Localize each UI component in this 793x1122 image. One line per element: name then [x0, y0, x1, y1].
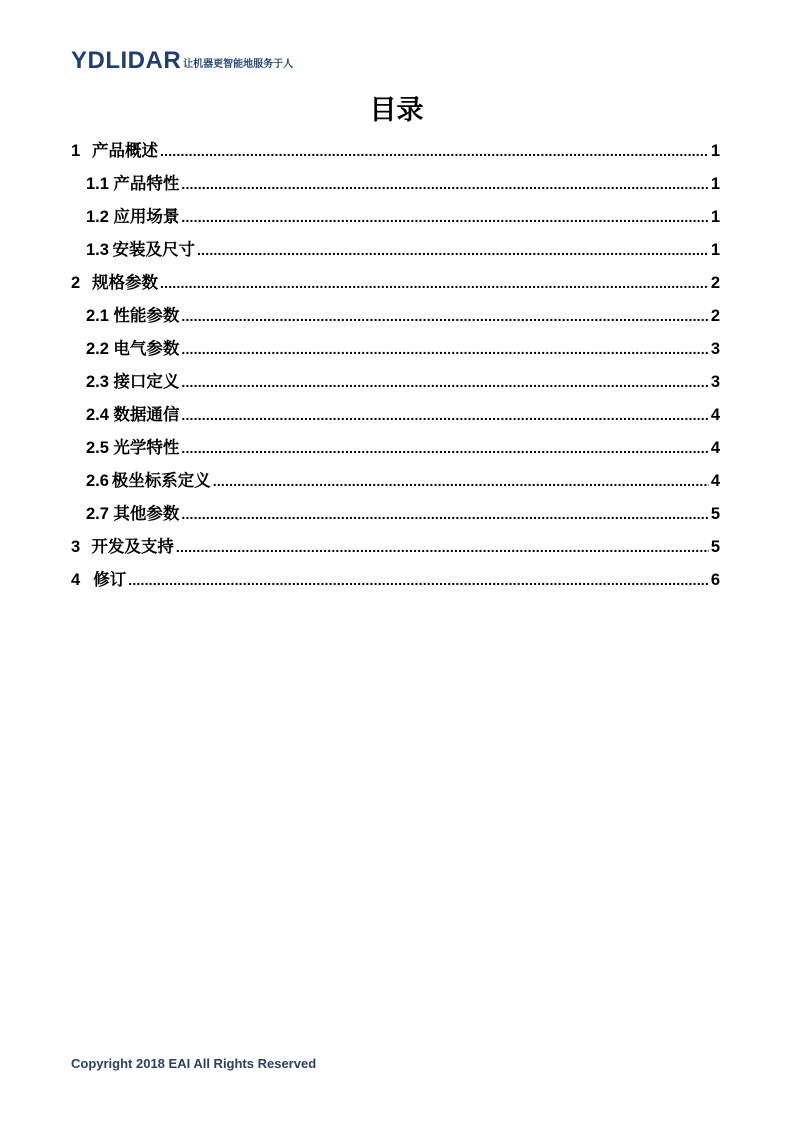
toc-dot-leader — [176, 537, 709, 557]
toc-dot-leader — [181, 372, 708, 392]
toc-entry-number: 1.3 — [86, 241, 109, 259]
toc-entry-page: 3 — [710, 340, 720, 358]
toc-dot-leader — [213, 471, 709, 491]
toc-dot-leader — [181, 405, 708, 425]
toc-entry-page: 2 — [710, 307, 720, 325]
toc-entry[interactable] — [71, 128, 720, 161]
toc-entry-title: 修订 — [93, 570, 127, 589]
toc-entry-title: 安装及尺寸 — [112, 240, 196, 259]
toc-entry-page: 1 — [710, 208, 720, 226]
toc-entry-number: 2.7 — [86, 505, 109, 523]
toc-dot-leader — [197, 240, 709, 260]
toc-entry-title: 应用场景 — [113, 207, 180, 226]
toc-entry-title: 接口定义 — [113, 372, 180, 391]
toc-entry-number: 2.2 — [86, 340, 109, 358]
toc-entry[interactable] — [71, 458, 720, 491]
toc-entry-page: 5 — [710, 505, 720, 523]
toc-entry-title: 产品概述 — [92, 141, 159, 160]
toc-entry-title: 规格参数 — [92, 273, 159, 292]
logo-text: YDLIDAR — [71, 47, 182, 74]
toc-entry-number: 2.3 — [86, 373, 109, 391]
toc-entry-page: 4 — [710, 439, 720, 457]
toc-entry-number: 1.2 — [86, 208, 109, 226]
logo-slogan: 让机器更智能地服务于人 — [183, 59, 294, 70]
toc-entry-page: 1 — [710, 175, 720, 193]
toc-entry-title: 光学特性 — [113, 438, 180, 457]
toc-entry-number: 2.1 — [86, 307, 109, 325]
copyright-footer: Copyright 2018 EAI All Rights Reserved — [71, 1056, 317, 1071]
toc-entry[interactable] — [71, 161, 720, 194]
toc-entry-title: 电气参数 — [113, 339, 180, 358]
toc-entry-page: 2 — [710, 274, 720, 292]
toc-dot-leader — [181, 339, 708, 359]
toc-entry-page: 1 — [710, 241, 720, 259]
toc-entry-page: 6 — [710, 571, 720, 589]
toc-dot-leader — [181, 438, 708, 458]
toc-entry-number: 3 — [71, 538, 81, 556]
company-logo — [71, 48, 293, 74]
toc-dot-leader — [128, 570, 709, 590]
toc-entry-number: 2.5 — [86, 439, 109, 457]
table-of-contents — [71, 128, 720, 590]
toc-entry[interactable] — [71, 491, 720, 524]
toc-entry[interactable] — [71, 227, 720, 260]
toc-entry[interactable] — [71, 260, 720, 293]
toc-entry[interactable] — [71, 392, 720, 425]
toc-entry[interactable] — [71, 425, 720, 458]
toc-entry-number: 2.4 — [86, 406, 109, 424]
toc-entry-title: 性能参数 — [113, 306, 180, 325]
toc-entry-number: 4 — [71, 571, 81, 589]
toc-entry-title: 产品特性 — [113, 174, 180, 193]
toc-entry-page: 3 — [710, 373, 720, 391]
toc-entry[interactable] — [71, 359, 720, 392]
toc-entry-page: 4 — [710, 406, 720, 424]
toc-entry[interactable] — [71, 194, 720, 227]
toc-dot-leader — [181, 174, 708, 194]
toc-dot-leader — [181, 306, 708, 326]
toc-entry[interactable] — [71, 524, 720, 557]
toc-entry-title: 数据通信 — [113, 405, 180, 424]
toc-dot-leader — [181, 504, 708, 524]
toc-entry-title: 其他参数 — [113, 504, 180, 523]
toc-entry-title: 极坐标系定义 — [111, 471, 211, 490]
toc-entry-number: 1 — [71, 142, 81, 160]
toc-entry-page: 4 — [710, 472, 720, 490]
toc-entry-page: 1 — [710, 142, 720, 160]
toc-entry-number: 2.6 — [86, 472, 109, 490]
toc-entry-number: 2 — [71, 274, 81, 292]
toc-entry[interactable] — [71, 557, 720, 590]
toc-entry[interactable] — [71, 326, 720, 359]
toc-title: 目录 — [369, 95, 424, 126]
toc-entry-number: 1.1 — [86, 175, 109, 193]
toc-dot-leader — [160, 141, 709, 161]
toc-dot-leader — [160, 273, 709, 293]
toc-entry-title: 开发及支持 — [91, 537, 174, 556]
toc-entry-page: 5 — [710, 538, 720, 556]
toc-dot-leader — [181, 207, 708, 227]
toc-entry[interactable] — [71, 293, 720, 326]
